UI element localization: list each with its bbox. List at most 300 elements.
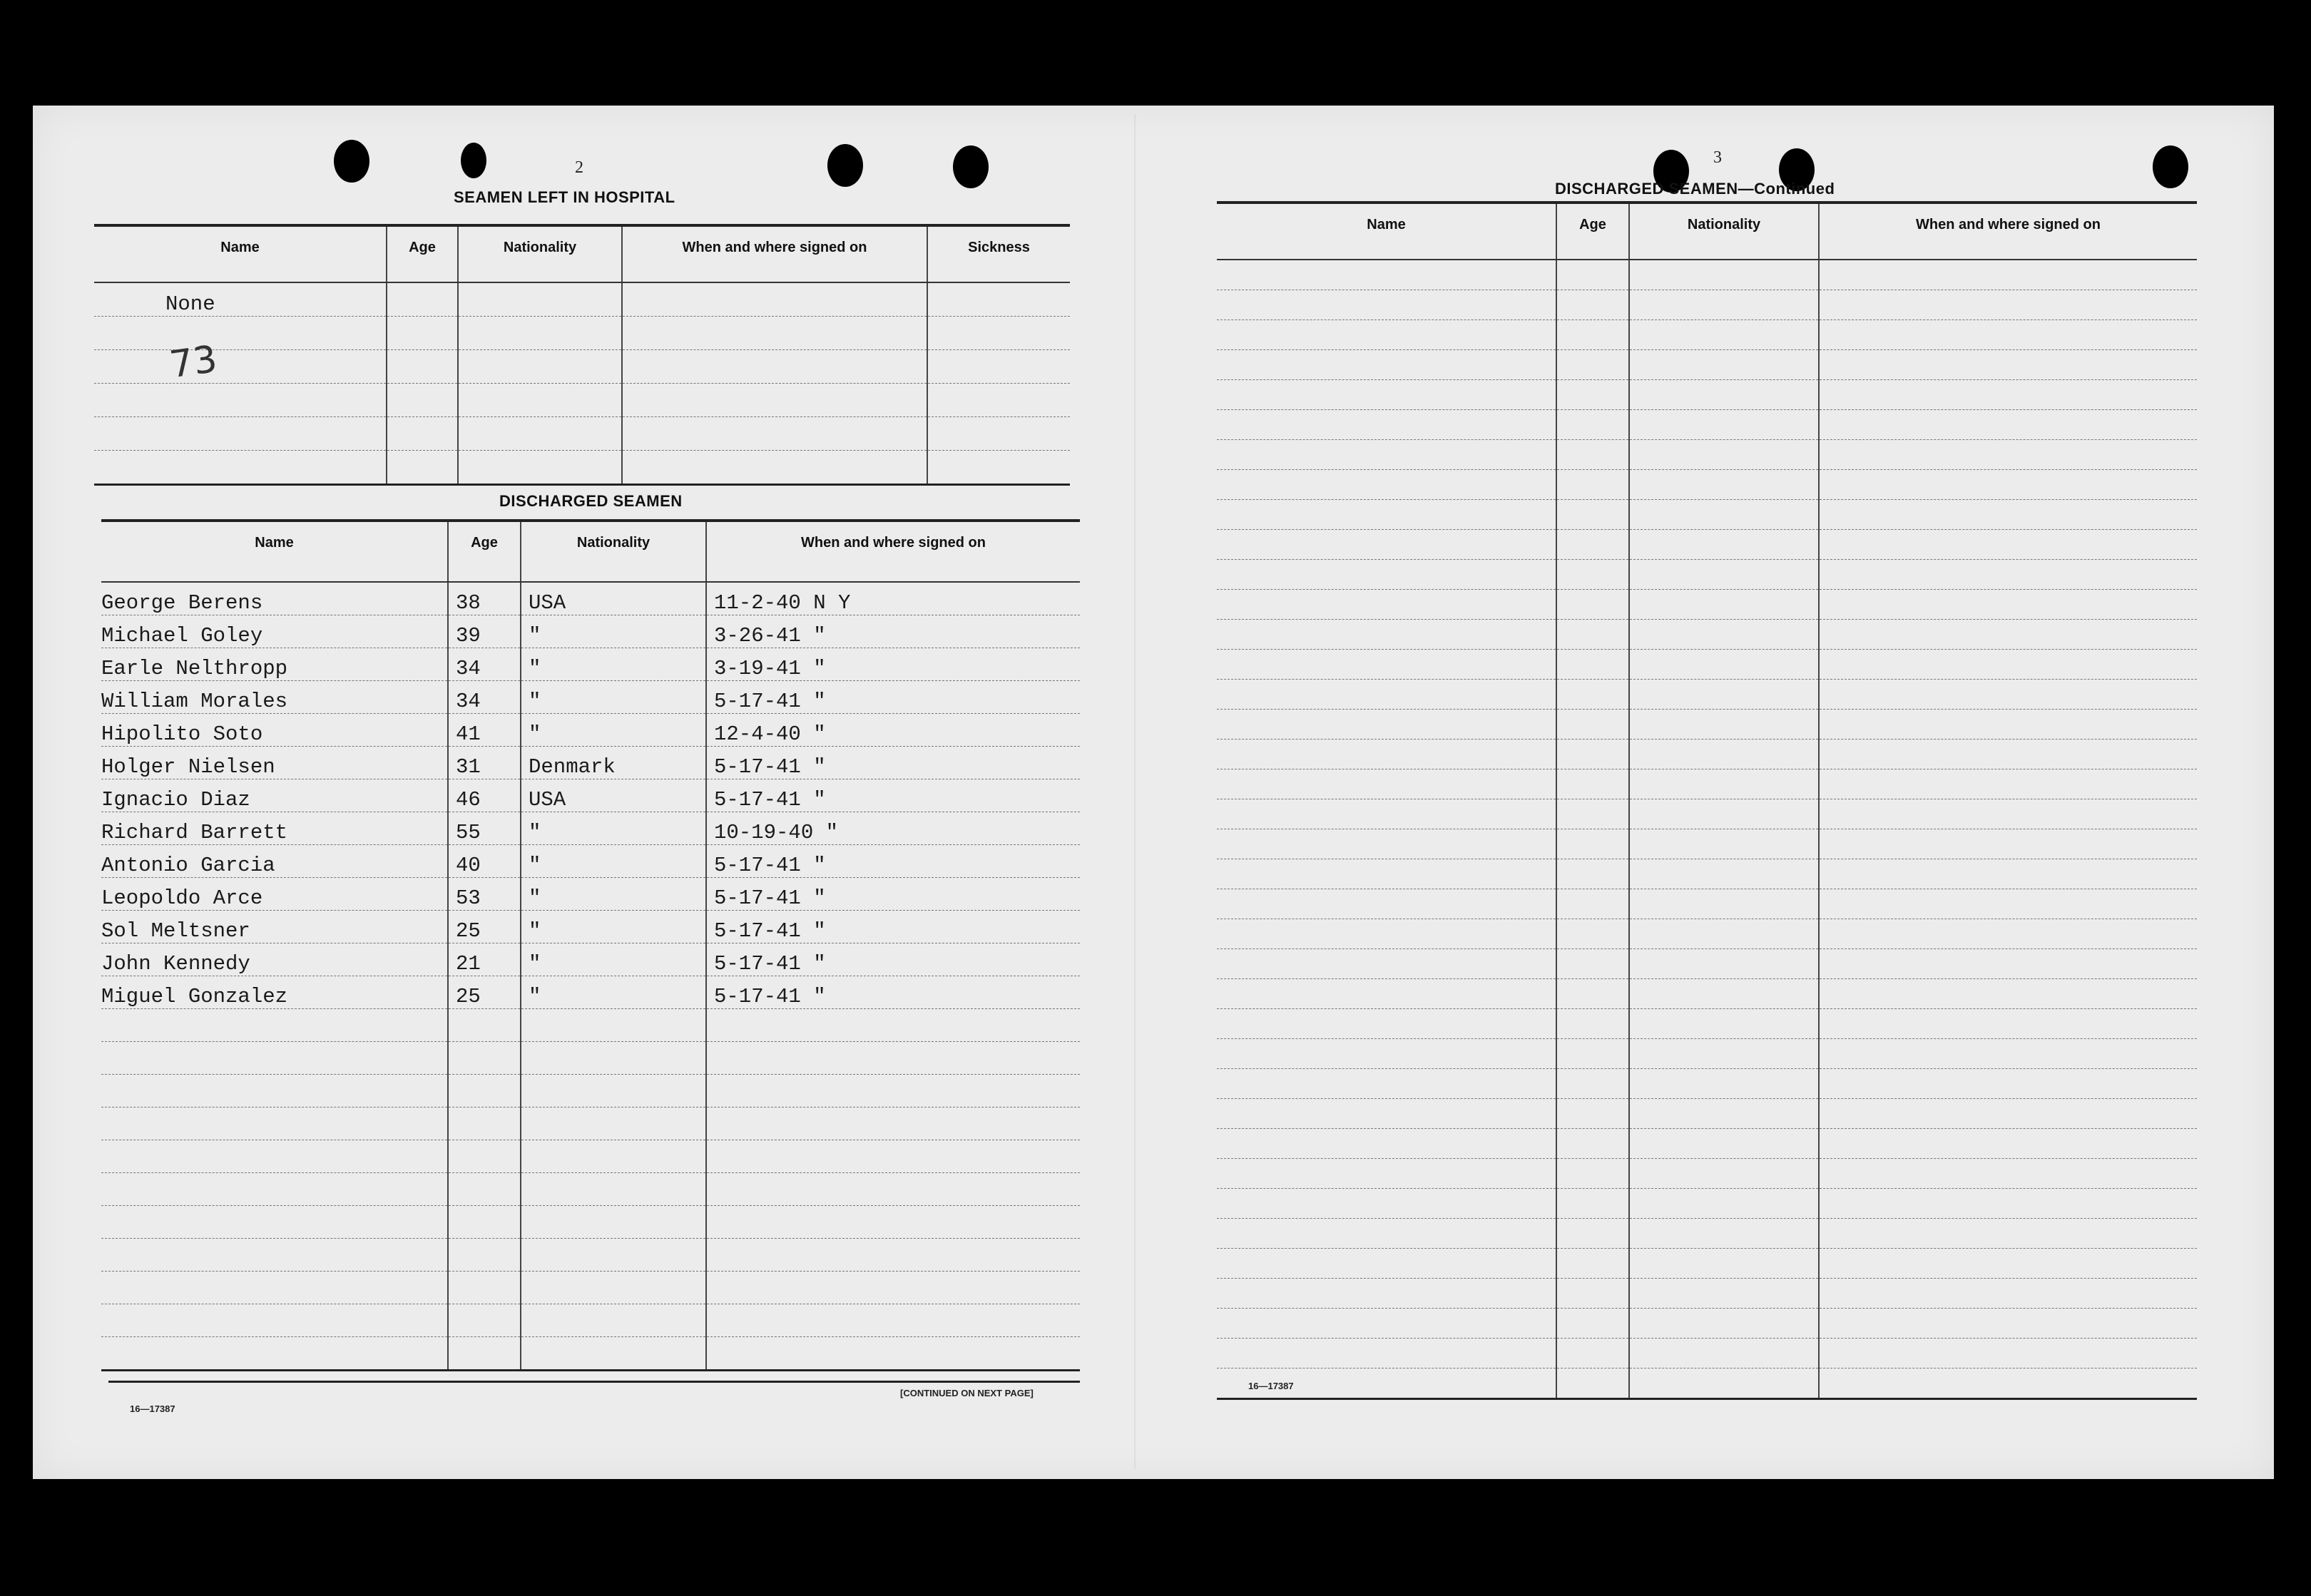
- table-cell: [521, 1009, 706, 1042]
- table-cell: [1819, 1279, 2197, 1309]
- table-cell: [1629, 919, 1819, 949]
- table-row: [1217, 1279, 2197, 1309]
- table-cell: [1556, 380, 1629, 410]
- column-header: Name: [94, 225, 387, 282]
- table-cell: 25: [448, 911, 521, 943]
- table-cell: [521, 1272, 706, 1304]
- table-cell: [927, 282, 1070, 317]
- table-row: [1217, 710, 2197, 740]
- table-row: [101, 812, 1080, 845]
- table-cell: [622, 451, 927, 485]
- column-header: Sickness: [927, 225, 1070, 282]
- table-cell: [706, 1206, 1080, 1239]
- table-cell: [521, 1239, 706, 1272]
- table-cell: [1819, 1039, 2197, 1069]
- table-cell: [1217, 500, 1556, 530]
- table-cell: [1819, 590, 2197, 620]
- table-row: [1217, 290, 2197, 320]
- table-cell: [1217, 889, 1556, 919]
- table-cell: [448, 1009, 521, 1042]
- table-cell: [1556, 979, 1629, 1009]
- table-cell: [1217, 350, 1556, 380]
- table-cell: 5-17-41 ": [706, 845, 1080, 878]
- table-cell: [1629, 500, 1819, 530]
- table-cell: [387, 282, 458, 317]
- table-cell: [448, 1140, 521, 1173]
- table-row: [1217, 260, 2197, 290]
- table-cell: [1629, 320, 1819, 350]
- table-row: [1217, 410, 2197, 440]
- table-row: [1217, 1069, 2197, 1099]
- continued-note: [CONTINUED ON NEXT PAGE]: [900, 1388, 1034, 1398]
- table-cell: [1819, 1009, 2197, 1039]
- table-cell: Michael Goley: [101, 615, 448, 648]
- table-cell: [1556, 1369, 1629, 1399]
- table-cell: [1629, 410, 1819, 440]
- table-cell: [458, 451, 622, 485]
- right-section-title: DISCHARGED SEAMEN—Continued: [1555, 180, 1835, 198]
- table-cell: [1556, 1099, 1629, 1129]
- table-cell: [1819, 530, 2197, 560]
- table-cell: [1217, 470, 1556, 500]
- column-header: Nationality: [521, 521, 706, 582]
- table-cell: [101, 1239, 448, 1272]
- table-row: [101, 976, 1080, 1009]
- table-cell: [387, 350, 458, 384]
- table-cell: [1556, 1279, 1629, 1309]
- table-cell: [387, 317, 458, 350]
- table-row: [101, 1075, 1080, 1108]
- table-cell: [1629, 1099, 1819, 1129]
- table-row: [1217, 620, 2197, 650]
- table-cell: [448, 1042, 521, 1075]
- table-cell: [94, 451, 387, 485]
- table-cell: [1217, 710, 1556, 740]
- table-cell: [448, 1173, 521, 1206]
- table-cell: [1217, 680, 1556, 710]
- table-cell: [387, 451, 458, 485]
- table-cell: [1819, 769, 2197, 799]
- table-row: [101, 845, 1080, 878]
- table-cell: [1556, 1249, 1629, 1279]
- table-cell: ": [521, 976, 706, 1009]
- table-cell: [458, 282, 622, 317]
- left-bottom-rule: [108, 1381, 1080, 1383]
- table-cell: [1629, 1039, 1819, 1069]
- table-cell: [1556, 740, 1629, 769]
- table-cell: ": [521, 714, 706, 747]
- punch-hole: [334, 140, 369, 183]
- table-cell: [458, 350, 622, 384]
- table-cell: [706, 1075, 1080, 1108]
- table-row: [1217, 1039, 2197, 1069]
- table-row: [101, 1304, 1080, 1337]
- table-cell: [1217, 1309, 1556, 1339]
- table-cell: [927, 350, 1070, 384]
- table-cell: [1556, 1159, 1629, 1189]
- table-row: [94, 317, 1070, 350]
- table-cell: [1629, 829, 1819, 859]
- table-cell: [622, 317, 927, 350]
- table-cell: [927, 417, 1070, 451]
- table-cell: [1556, 829, 1629, 859]
- table-cell: [387, 417, 458, 451]
- table-cell: [1629, 680, 1819, 710]
- punch-hole: [2153, 145, 2188, 188]
- table-cell: 3-19-41 ": [706, 648, 1080, 681]
- table-cell: [706, 1173, 1080, 1206]
- discharged-table-header: [101, 521, 1080, 582]
- table-cell: [101, 1009, 448, 1042]
- table-row: [1217, 440, 2197, 470]
- table-cell: [706, 1239, 1080, 1272]
- table-row: [101, 714, 1080, 747]
- table-cell: [1217, 829, 1556, 859]
- table-cell: [1217, 859, 1556, 889]
- table-cell: [1217, 1039, 1556, 1069]
- table-cell: [1556, 769, 1629, 799]
- table-row: [1217, 1219, 2197, 1249]
- table-cell: [458, 417, 622, 451]
- table-cell: [1217, 410, 1556, 440]
- table-cell: [1819, 949, 2197, 979]
- table-cell: [1629, 769, 1819, 799]
- table-cell: [1819, 500, 2197, 530]
- table-cell: [1217, 799, 1556, 829]
- table-cell: [1217, 560, 1556, 590]
- column-header: Name: [1217, 203, 1556, 260]
- table-cell: [1556, 560, 1629, 590]
- table-row: [1217, 829, 2197, 859]
- table-cell: [1629, 979, 1819, 1009]
- table-cell: [1556, 680, 1629, 710]
- table-row: [101, 1140, 1080, 1173]
- table-cell: [1556, 590, 1629, 620]
- table-cell: [101, 1304, 448, 1337]
- table-cell: [1217, 1159, 1556, 1189]
- table-cell: [1556, 260, 1629, 290]
- table-cell: [101, 1140, 448, 1173]
- table-cell: [1629, 470, 1819, 500]
- table-cell: 10-19-40 ": [706, 812, 1080, 845]
- table-row: [1217, 1369, 2197, 1399]
- table-cell: [1819, 799, 2197, 829]
- table-row: [1217, 740, 2197, 769]
- table-cell: 5-17-41 ": [706, 943, 1080, 976]
- table-cell: 5-17-41 ": [706, 747, 1080, 779]
- table-row: [101, 1206, 1080, 1239]
- table-row: [101, 1239, 1080, 1272]
- table-row: [101, 1108, 1080, 1140]
- table-cell: Denmark: [521, 747, 706, 779]
- table-cell: [101, 1042, 448, 1075]
- table-cell: [1629, 1129, 1819, 1159]
- table-cell: [1217, 1009, 1556, 1039]
- table-row: [1217, 470, 2197, 500]
- table-cell: [1819, 350, 2197, 380]
- table-cell: [1556, 620, 1629, 650]
- table-cell: [1217, 1129, 1556, 1159]
- table-cell: 53: [448, 878, 521, 911]
- table-cell: [1629, 1159, 1819, 1189]
- table-cell: [1217, 979, 1556, 1009]
- table-row: [1217, 380, 2197, 410]
- table-row: [1217, 919, 2197, 949]
- table-cell: [448, 1108, 521, 1140]
- punch-hole: [953, 145, 989, 188]
- table-cell: [706, 1140, 1080, 1173]
- table-cell: [1629, 1069, 1819, 1099]
- table-cell: [1629, 530, 1819, 560]
- table-cell: [622, 350, 927, 384]
- table-cell: [521, 1140, 706, 1173]
- table-cell: [1217, 260, 1556, 290]
- table-cell: [448, 1239, 521, 1272]
- table-row: [101, 1042, 1080, 1075]
- column-header: Nationality: [458, 225, 622, 282]
- table-cell: [1217, 1189, 1556, 1219]
- table-row: [101, 582, 1080, 615]
- table-cell: [1819, 829, 2197, 859]
- table-cell: [1819, 320, 2197, 350]
- table-cell: 31: [448, 747, 521, 779]
- table-cell: [622, 282, 927, 317]
- table-row: [1217, 769, 2197, 799]
- table-cell: [1819, 440, 2197, 470]
- table-row: [1217, 1339, 2197, 1369]
- table-cell: [448, 1337, 521, 1371]
- table-row: [1217, 949, 2197, 979]
- table-cell: [1629, 889, 1819, 919]
- table-cell: [521, 1075, 706, 1108]
- table-cell: [448, 1304, 521, 1337]
- table-cell: Miguel Gonzalez: [101, 976, 448, 1009]
- table-cell: 12-4-40 ": [706, 714, 1080, 747]
- table-cell: [1629, 859, 1819, 889]
- table-row: [94, 282, 1070, 317]
- table-cell: [706, 1009, 1080, 1042]
- table-cell: ": [521, 615, 706, 648]
- discharged-table: [101, 519, 1080, 1371]
- table-cell: [1629, 650, 1819, 680]
- table-cell: [1819, 889, 2197, 919]
- hospital-table-header: [94, 225, 1070, 282]
- table-cell: [1819, 919, 2197, 949]
- table-cell: [1629, 560, 1819, 590]
- table-cell: [1217, 1279, 1556, 1309]
- table-cell: Hipolito Soto: [101, 714, 448, 747]
- table-cell: [1629, 1009, 1819, 1039]
- table-cell: [1819, 1219, 2197, 1249]
- table-row: [101, 648, 1080, 681]
- table-cell: [1629, 440, 1819, 470]
- table-cell: [706, 1337, 1080, 1371]
- table-cell: [1556, 500, 1629, 530]
- table-cell: [1819, 290, 2197, 320]
- table-cell: Sol Meltsner: [101, 911, 448, 943]
- table-row: [101, 1173, 1080, 1206]
- table-cell: 21: [448, 943, 521, 976]
- table-cell: [94, 350, 387, 384]
- table-cell: [1217, 1099, 1556, 1129]
- table-cell: None: [94, 282, 387, 317]
- table-cell: [1556, 1009, 1629, 1039]
- table-cell: ": [521, 648, 706, 681]
- table-cell: [1819, 380, 2197, 410]
- column-header: Age: [1556, 203, 1629, 260]
- table-cell: [458, 384, 622, 417]
- table-cell: [94, 417, 387, 451]
- table-cell: [101, 1206, 448, 1239]
- table-cell: [458, 317, 622, 350]
- table-cell: [1556, 1339, 1629, 1369]
- continued-discharged-table: [1217, 201, 2197, 1400]
- table-cell: 11-2-40 N Y: [706, 582, 1080, 615]
- table-cell: [1556, 320, 1629, 350]
- table-cell: [1217, 320, 1556, 350]
- table-row: [1217, 799, 2197, 829]
- table-cell: [1629, 590, 1819, 620]
- table-row: [1217, 1009, 2197, 1039]
- table-cell: [1217, 590, 1556, 620]
- table-cell: [101, 1337, 448, 1371]
- table-cell: [1556, 949, 1629, 979]
- table-row: [1217, 1189, 2197, 1219]
- table-cell: [101, 1075, 448, 1108]
- table-cell: [1629, 710, 1819, 740]
- table-cell: [448, 1272, 521, 1304]
- table-cell: [1556, 1219, 1629, 1249]
- table-row: [1217, 590, 2197, 620]
- table-cell: [1556, 1039, 1629, 1069]
- table-row: [101, 779, 1080, 812]
- table-cell: John Kennedy: [101, 943, 448, 976]
- table-cell: Richard Barrett: [101, 812, 448, 845]
- table-cell: [1217, 1219, 1556, 1249]
- table-cell: [927, 451, 1070, 485]
- table-cell: [1629, 1279, 1819, 1309]
- table-row: [1217, 560, 2197, 590]
- table-cell: Earle Nelthropp: [101, 648, 448, 681]
- table-row: [101, 615, 1080, 648]
- table-row: [1217, 979, 2197, 1009]
- table-cell: [1556, 350, 1629, 380]
- table-row: [1217, 500, 2197, 530]
- table-row: [101, 911, 1080, 943]
- table-cell: [1556, 470, 1629, 500]
- table-cell: [1819, 710, 2197, 740]
- table-cell: [521, 1042, 706, 1075]
- left-page-number: 2: [575, 158, 583, 177]
- table-cell: 34: [448, 681, 521, 714]
- punch-hole: [827, 144, 863, 187]
- table-cell: [1556, 440, 1629, 470]
- table-cell: 5-17-41 ": [706, 681, 1080, 714]
- table-cell: [387, 384, 458, 417]
- table-cell: [1819, 1159, 2197, 1189]
- table-cell: 5-17-41 ": [706, 779, 1080, 812]
- table-cell: [1217, 1339, 1556, 1369]
- table-row: [94, 384, 1070, 417]
- table-cell: [1629, 620, 1819, 650]
- table-row: [1217, 889, 2197, 919]
- table-cell: Antonio Garcia: [101, 845, 448, 878]
- table-row: [101, 681, 1080, 714]
- table-cell: [1629, 1249, 1819, 1279]
- handwritten-mark: 73: [167, 337, 220, 387]
- table-cell: [1217, 620, 1556, 650]
- table-cell: 3-26-41 ": [706, 615, 1080, 648]
- table-cell: [94, 317, 387, 350]
- table-cell: [1556, 859, 1629, 889]
- table-row: [94, 350, 1070, 384]
- table-cell: [1217, 740, 1556, 769]
- table-cell: 5-17-41 ": [706, 911, 1080, 943]
- table-cell: [622, 417, 927, 451]
- table-row: [1217, 1159, 2197, 1189]
- table-row: [1217, 859, 2197, 889]
- table-cell: [101, 1272, 448, 1304]
- table-cell: [1819, 650, 2197, 680]
- table-cell: [1819, 740, 2197, 769]
- table-cell: [94, 384, 387, 417]
- table-cell: 55: [448, 812, 521, 845]
- table-cell: [1556, 919, 1629, 949]
- table-row: [1217, 1129, 2197, 1159]
- table-row: [1217, 650, 2197, 680]
- table-cell: [1819, 1069, 2197, 1099]
- table-cell: USA: [521, 582, 706, 615]
- table-row: [1217, 320, 2197, 350]
- table-cell: [1217, 440, 1556, 470]
- table-row: [1217, 530, 2197, 560]
- table-cell: [1629, 350, 1819, 380]
- table-row: [101, 1337, 1080, 1371]
- table-cell: [927, 384, 1070, 417]
- table-cell: [1819, 410, 2197, 440]
- table-cell: Holger Nielsen: [101, 747, 448, 779]
- table-cell: [1629, 799, 1819, 829]
- table-cell: ": [521, 878, 706, 911]
- table-cell: Leopoldo Arce: [101, 878, 448, 911]
- table-cell: [1217, 1069, 1556, 1099]
- table-cell: [1217, 919, 1556, 949]
- table-cell: ": [521, 812, 706, 845]
- table-cell: [1819, 1309, 2197, 1339]
- table-cell: [101, 1108, 448, 1140]
- table-cell: [1819, 979, 2197, 1009]
- right-page-number: 3: [1713, 148, 1722, 167]
- table-cell: [448, 1206, 521, 1239]
- table-cell: [448, 1075, 521, 1108]
- column-header: Age: [387, 225, 458, 282]
- table-cell: [1556, 650, 1629, 680]
- table-cell: [1819, 1189, 2197, 1219]
- table-cell: [1556, 1189, 1629, 1219]
- table-cell: [521, 1173, 706, 1206]
- table-cell: 5-17-41 ": [706, 878, 1080, 911]
- table-cell: 41: [448, 714, 521, 747]
- table-cell: [1556, 530, 1629, 560]
- table-cell: William Morales: [101, 681, 448, 714]
- table-cell: [1819, 1249, 2197, 1279]
- table-row: [1217, 1249, 2197, 1279]
- table-cell: [1629, 260, 1819, 290]
- table-cell: [1819, 470, 2197, 500]
- table-cell: [1819, 260, 2197, 290]
- table-cell: ": [521, 681, 706, 714]
- left-form-number: 16—17387: [130, 1403, 175, 1414]
